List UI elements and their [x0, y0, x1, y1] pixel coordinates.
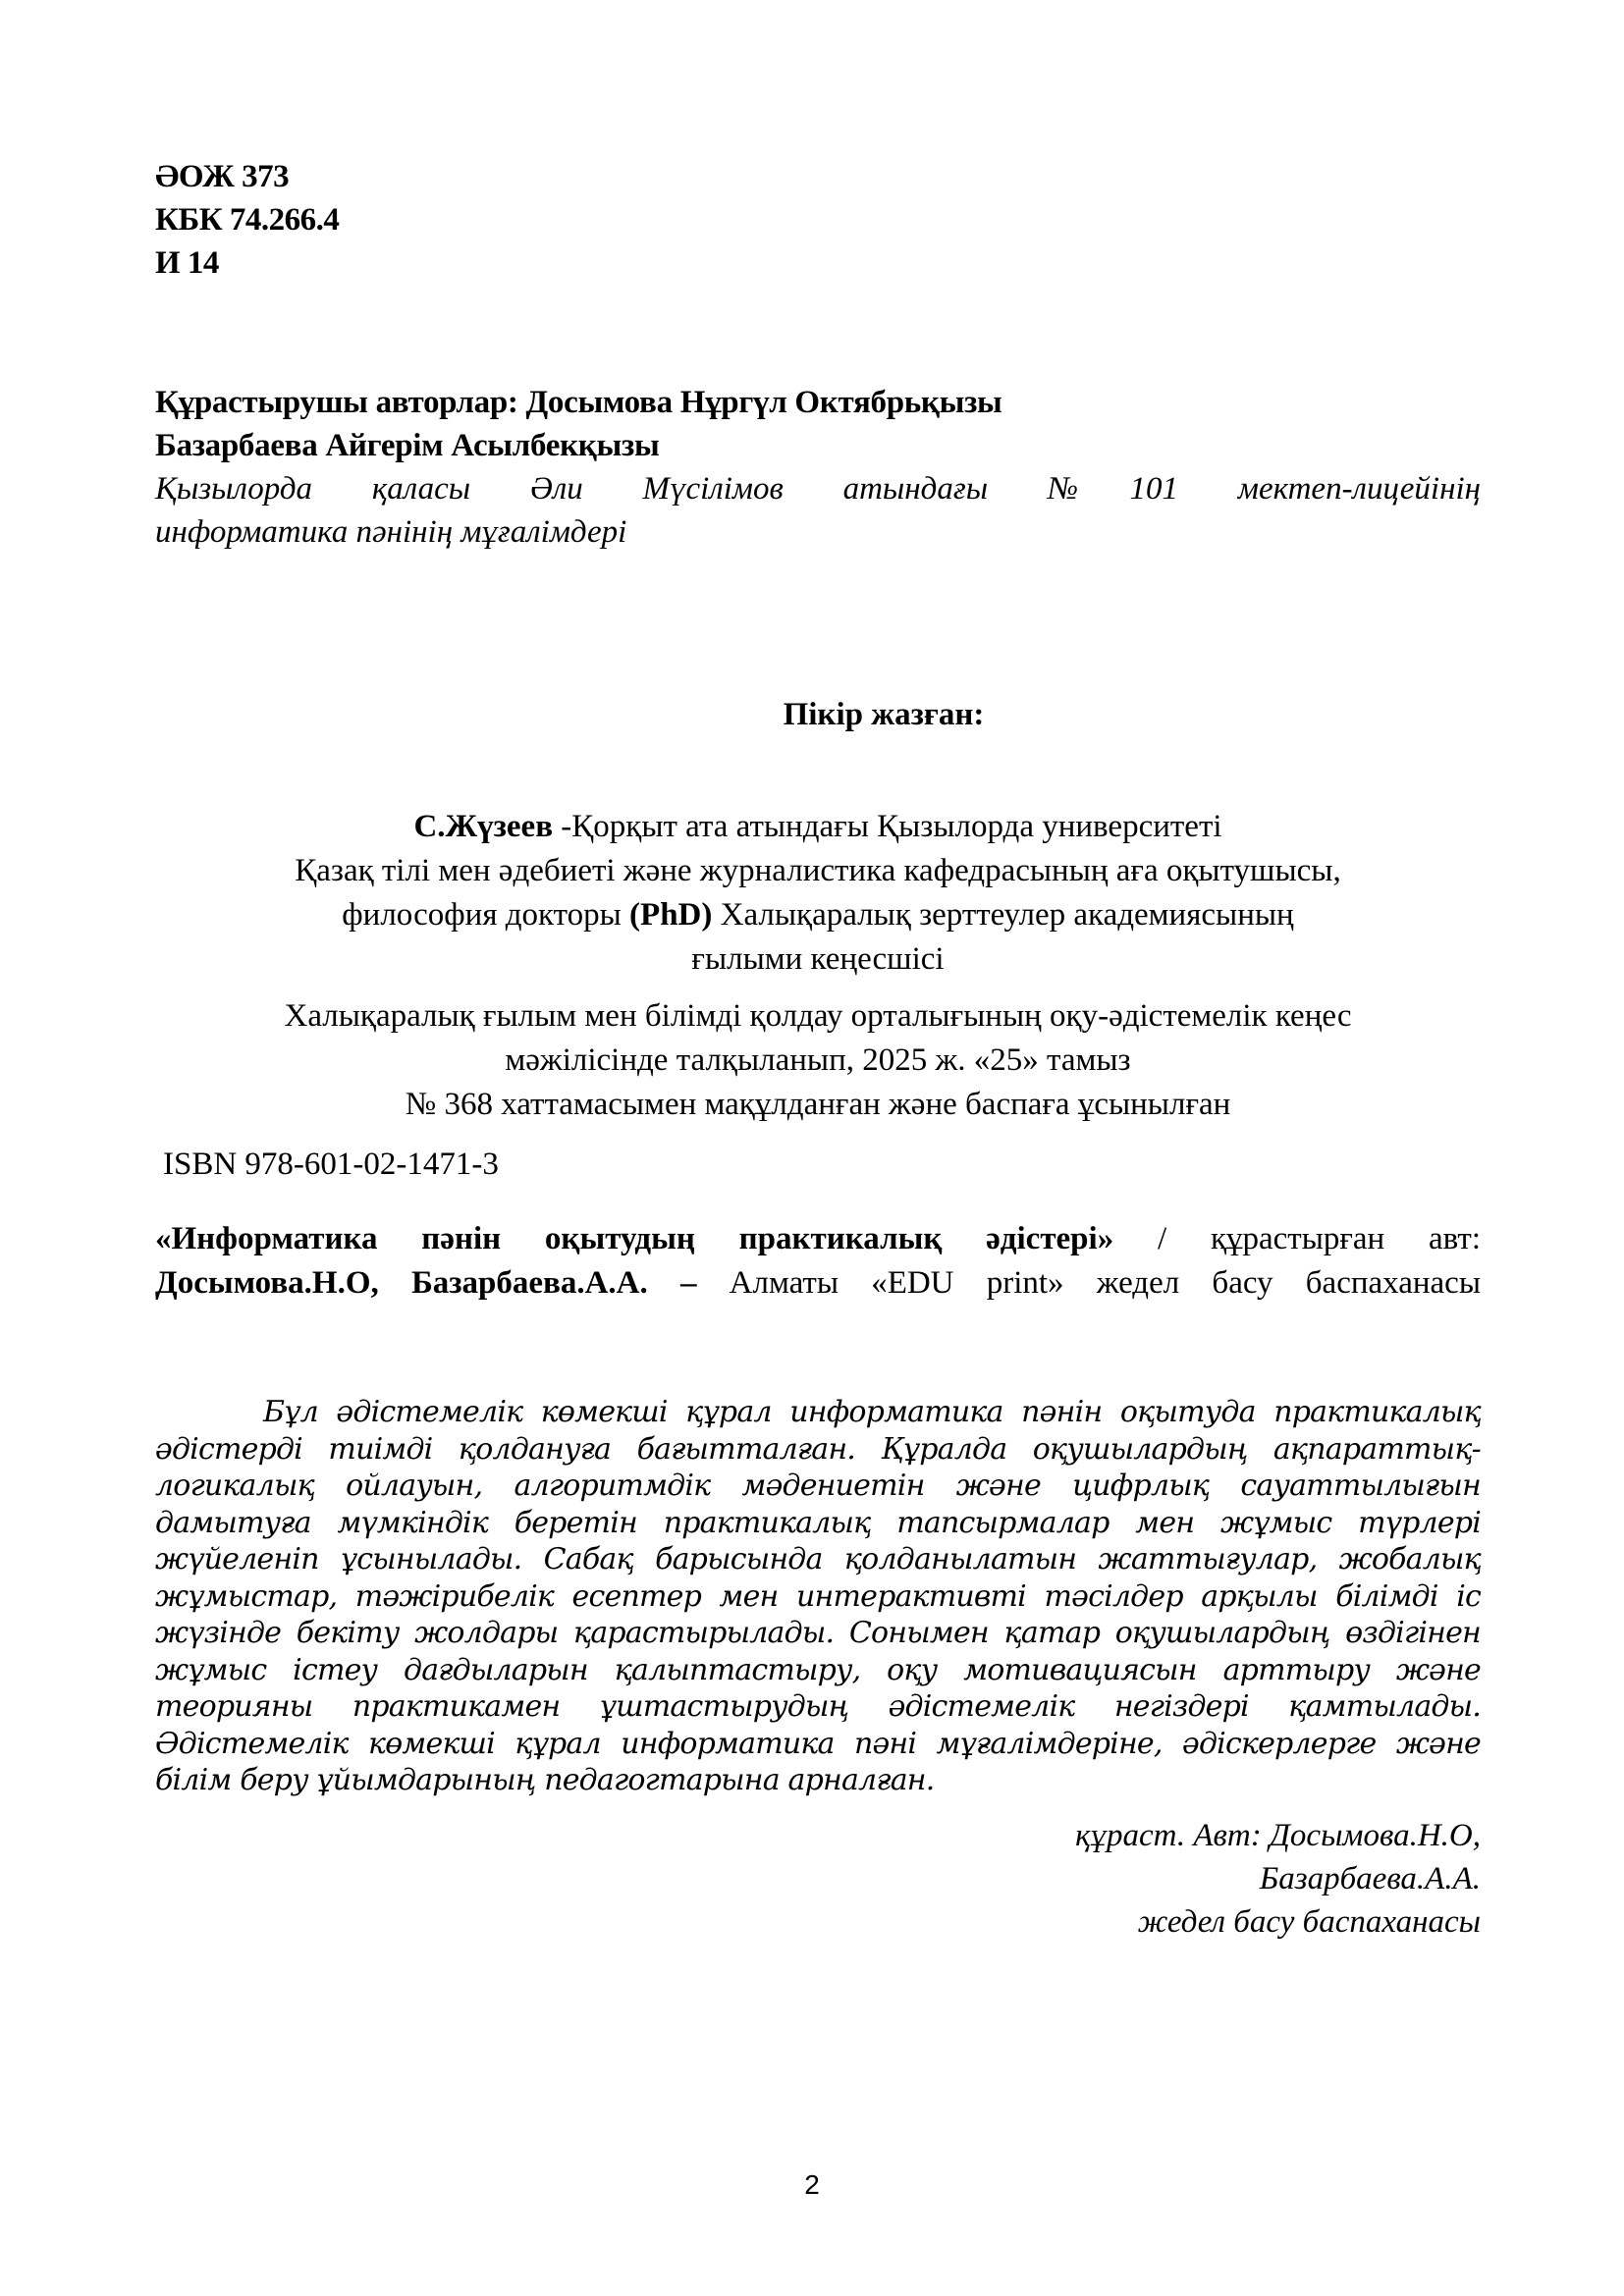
abstract-text: Бұл әдістемелік көмекші құрал информатика пәнін оқытуда практикалық әдістерді тиімді қолдануға бағытталған. Құралда оқушылардың ақпараттық-логикалық ойлауын, алгоритмдік мәдениетін және цифрлық сауаттылығын дамытуға мүмкіндік беретін практикалық тапсырмалар мен жұмыс түрлері жүйеленіп ұсынылады. Сабақ барысында қолданылатын жаттығулар, жобалық жұмыстар, тәжірибелік есептер мен интерактивті тәсілдер арқылы білімді іс жүзінде бекіту жолдары қарастырылады. Сонымен қатар оқушылардың өздігінен жұмыс істеу дағдыларын қалыптастыру, оқу мотивациясын арттыру және теорияны практикамен ұштастырудың әдістемелік негіздері қамтылады. Әдістемелік көмекші құрал информатика пәні мұғалімдеріне, әдіскерлерге және білім беру ұйымдарының педагогтарына арналған.	[155, 1395, 1481, 1797]
citation-compiled-by: / құрастырған авт:	[1113, 1221, 1481, 1256]
signature-line-1: құраст. Авт: Досымова.Н.О,	[1075, 1818, 1481, 1853]
classification-codes	[155, 155, 1481, 285]
approval-line-2: мәжілісінде талқыланып, 2025 ж. «25» тамыз	[505, 1042, 1131, 1078]
authors-block	[155, 381, 1481, 554]
reviewer-line-3	[155, 893, 1481, 937]
reviewer-academy: Халықаралық зерттеулер академиясының	[712, 897, 1294, 933]
abstract	[155, 1394, 1481, 1799]
signature-line-2: Базарбаева.А.А.	[1259, 1861, 1481, 1896]
page-number: 2	[804, 2169, 820, 2200]
reviewer-phd: (PhD)	[629, 897, 713, 933]
reviewer-block	[155, 805, 1481, 982]
citation-publisher: Алматы «EDU print» жедел басу баспаханасы	[696, 1265, 1481, 1301]
author-mark: И 14	[155, 245, 219, 281]
udc-code: ӘОЖ 373	[155, 159, 290, 194]
reviewer-line-4: ғылыми кеңесшісі	[691, 941, 945, 977]
signature-block	[884, 1814, 1481, 1944]
approval-line-3: № 368 хаттамасымен мақұлданған және баспаға ұсынылған	[405, 1087, 1231, 1122]
reviewer-line-1	[155, 805, 1481, 849]
citation-authors: Досымова.Н.О, Базарбаева.А.А. –	[155, 1265, 697, 1301]
isbn: ISBN 978-601-02-1471-3	[163, 1147, 499, 1182]
citation-block	[155, 1217, 1481, 1306]
affiliation-line-1: Қызылорда қаласы Әли Мүсілімов атындағы №101 мектеп-лицейінің	[155, 471, 1481, 507]
authors-line-1: Құрастырушы авторлар: Досымова Нұргүл Октябрьқызы	[155, 385, 1002, 420]
citation-line-2	[155, 1261, 1481, 1306]
bbk-code: КБК 74.266.4	[155, 202, 340, 238]
reviewer-affiliation: -Қорқыт ата атындағы Қызылорда университеті	[553, 809, 1222, 844]
approval-block	[155, 994, 1481, 1127]
reviewer-name: С.Жүзеев	[413, 809, 554, 844]
affiliation-line-2: информатика пәнінің мұғалімдері	[155, 514, 627, 550]
authors-affiliation	[155, 467, 1481, 554]
book-title: «Информатика пәнін оқытудың практикалық әдістері»	[155, 1221, 1114, 1256]
reviewer-degree: философия докторы	[342, 897, 630, 933]
citation-line-1	[155, 1217, 1481, 1261]
review-title: Пікір жазған:	[783, 697, 985, 732]
reviewer-line-2: Қазақ тілі мен әдебиеті және журналистика кафедрасының аға оқытушысы,	[295, 853, 1341, 888]
approval-line-1: Халықаралық ғылым мен білімді қолдау орталығының оқу-әдістемелік кеңес	[284, 998, 1352, 1034]
authors-line-2: Базарбаева Айгерім Асылбекқызы	[155, 428, 660, 463]
signature-line-3: жедел басу баспаханасы	[1137, 1904, 1481, 1940]
